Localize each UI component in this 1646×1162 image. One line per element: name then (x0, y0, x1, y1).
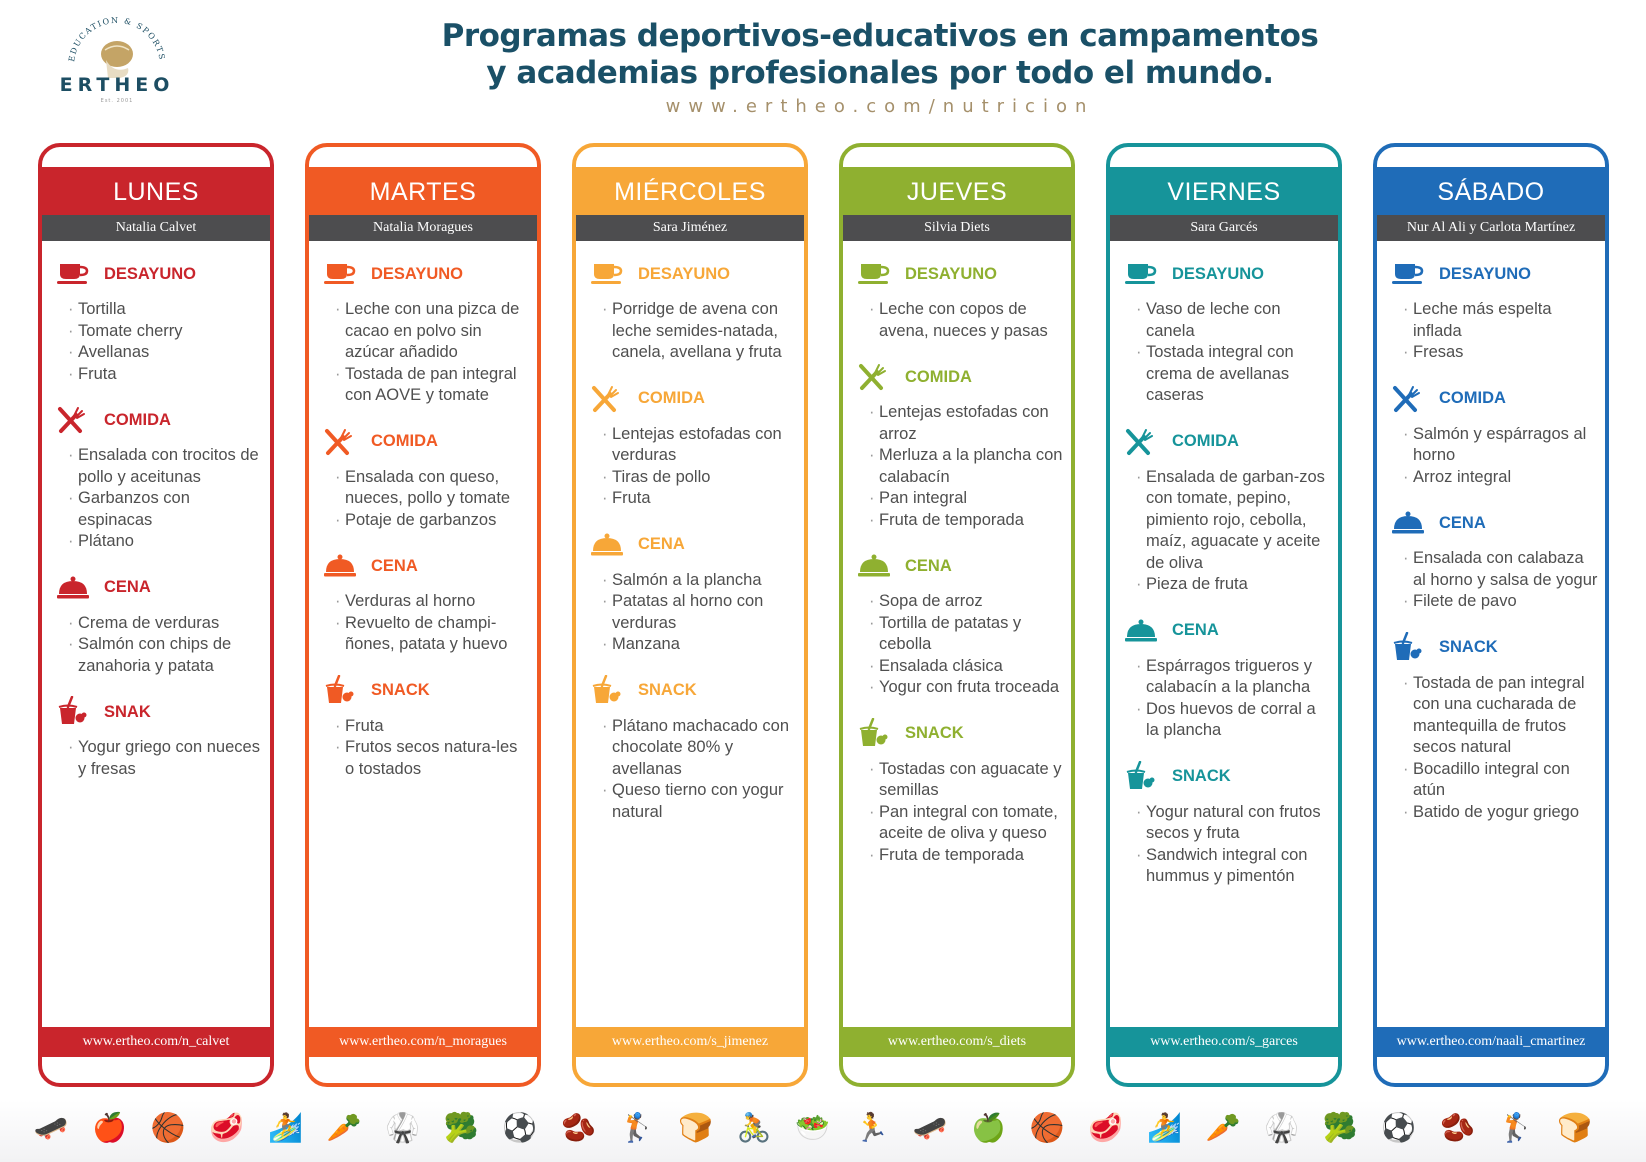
cloche-icon (323, 551, 361, 581)
meal-header (323, 676, 531, 706)
fork-knife-icon (323, 427, 361, 457)
meal-items (1124, 467, 1332, 596)
meal-items (857, 759, 1065, 867)
day-card-jueves (839, 143, 1075, 1087)
meal-section-desayuno (590, 259, 798, 364)
windsurf-icon: 🏄 (1146, 1111, 1182, 1144)
meal-section-snack (1124, 762, 1332, 888)
meal-items (590, 716, 798, 824)
logo-arc-text: EDUCATION & SPORTS (67, 15, 167, 63)
meal-title: COMIDA (104, 410, 171, 429)
meal-title: SNACK (638, 681, 697, 699)
meal-item: · Potaje de garbanzos (335, 510, 531, 532)
meal-item: · Salmón con chips de zanahoria y patata (68, 634, 264, 677)
meal-section-cena (323, 551, 531, 656)
meal-header (1124, 427, 1332, 457)
fork-knife-icon (56, 405, 94, 435)
meal-items (323, 467, 531, 532)
meal-header (857, 259, 1065, 289)
meal-title: CENA (371, 556, 418, 575)
meal-item: · Merluza a la plancha con calabacín (869, 445, 1065, 488)
apple-icon: 🍏 (971, 1111, 1007, 1144)
meal-title: COMIDA (638, 389, 705, 407)
meal-item: · Pan integral (869, 488, 1065, 510)
meal-item: · Lentejas estofadas con verduras (602, 424, 798, 467)
yogurt-icon (857, 719, 895, 749)
meal-items (323, 299, 531, 407)
meal-header (857, 362, 1065, 392)
meal-item: · Salmón a la plancha (602, 570, 798, 592)
meal-item: · Espárragos trigueros y calabacín a la plancha (1136, 656, 1332, 699)
meal-title: DESAYUNO (905, 264, 997, 283)
fork-knife-icon (1124, 427, 1162, 457)
meal-item: · Crema de verduras (68, 613, 264, 635)
meal-item: · Fruta (602, 488, 798, 510)
nutritionist-url-link[interactable]: www.ertheo.com/s_jimenez (576, 1027, 804, 1057)
meal-items (56, 737, 264, 780)
meal-item: · Pieza de fruta (1136, 574, 1332, 596)
meal-item: · Garbanzos con espinacas (68, 488, 264, 531)
meal-list (1377, 259, 1605, 1023)
meal-items (590, 299, 798, 364)
meal-section-comida (323, 427, 531, 532)
meal-title: CENA (104, 578, 151, 596)
meal-item: · Ensalada con queso, nueces, pollo y tomate (335, 467, 531, 510)
golfer-icon: 🏌 (1498, 1111, 1534, 1144)
broccoli-icon: 🥦 (443, 1111, 479, 1144)
yogurt-icon (56, 697, 94, 727)
basketball-hoop-icon: 🏀 (1029, 1111, 1065, 1144)
meal-item: · Verduras al horno (335, 591, 531, 613)
cyclist-icon: 🚴 (736, 1111, 772, 1144)
meal-item: · Manzana (602, 634, 798, 656)
meal-list (1110, 259, 1338, 1023)
meal-section-snack (1391, 633, 1599, 824)
meal-item: · Salmón y espárragos al horno (1403, 424, 1599, 467)
meal-title: DESAYUNO (1172, 264, 1264, 283)
meal-section-desayuno (1124, 259, 1332, 407)
meal-items (1391, 548, 1599, 613)
cloche-icon (1124, 616, 1162, 646)
meal-item: · Tostada de pan integral con AOVE y tomate (335, 364, 531, 407)
meal-list (309, 259, 537, 1023)
carrot-icon: 🥕 (1205, 1111, 1241, 1144)
meal-items (857, 591, 1065, 699)
meal-section-desayuno (1391, 259, 1599, 364)
meal-list (576, 259, 804, 1023)
meal-section-snack (590, 676, 798, 824)
windsurf-icon: 🏄 (267, 1111, 303, 1144)
meal-item: · Plátano (68, 531, 264, 553)
meal-item: · Avellanas (68, 342, 264, 364)
meal-items (1124, 299, 1332, 407)
yogurt-icon (323, 676, 361, 706)
meal-section-snak (56, 697, 264, 780)
meal-header (857, 719, 1065, 749)
meal-section-comida (857, 362, 1065, 531)
meal-header (1391, 508, 1599, 538)
meal-list (42, 259, 270, 1023)
cup-icon (857, 259, 895, 289)
meal-section-cena (1391, 508, 1599, 613)
day-title: JUEVES (843, 167, 1071, 217)
meal-item: · Lentejas estofadas con arroz (869, 402, 1065, 445)
meal-title: CENA (1172, 621, 1219, 639)
meal-item: · Batido de yogur griego (1403, 802, 1599, 824)
meal-header (1391, 384, 1599, 414)
meal-header (56, 405, 264, 435)
meal-header (1124, 616, 1332, 646)
meal-title: DESAYUNO (1439, 264, 1531, 283)
meal-item: · Vaso de leche con canela (1136, 299, 1332, 342)
nutritionist-name: Natalia Moragues (309, 215, 537, 241)
meal-title: DESAYUNO (104, 264, 196, 283)
meal-items (1391, 299, 1599, 364)
fork-knife-icon (1391, 384, 1429, 414)
meal-item: · Pan integral con tomate, aceite de oliva y queso (869, 802, 1065, 845)
meal-header (1124, 762, 1332, 792)
meal-section-desayuno (857, 259, 1065, 342)
meal-items (1391, 673, 1599, 824)
day-card-lunes (38, 143, 274, 1087)
meal-title: COMIDA (1172, 432, 1239, 450)
meal-items (857, 299, 1065, 342)
meal-items (323, 716, 531, 781)
meal-item: · Leche con copos de avena, nueces y pasas (869, 299, 1065, 342)
cloche-icon (1391, 508, 1429, 538)
meal-item: · Arroz integral (1403, 467, 1599, 489)
meal-header (323, 259, 531, 289)
nutritionist-url-link[interactable]: www.ertheo.com/n_calvet (42, 1027, 270, 1057)
meal-header (323, 551, 531, 581)
steak-icon: 🥩 (209, 1111, 245, 1144)
meal-item: · Fruta (335, 716, 531, 738)
meal-section-cena (56, 573, 264, 678)
meal-title: SNACK (1172, 767, 1231, 785)
logo-wordmark: ERTHEO (59, 74, 175, 96)
fork-knife-icon (590, 384, 628, 414)
meal-item: · Filete de pavo (1403, 591, 1599, 613)
meal-header (56, 697, 264, 727)
day-title: MIÉRCOLES (576, 167, 804, 217)
meal-item: · Leche con una pizca de cacao en polvo sin azúcar añadido (335, 299, 531, 364)
salad-bowl-icon: 🥗 (795, 1111, 831, 1144)
bread-icon: 🍞 (1557, 1111, 1593, 1144)
fork-knife-icon (857, 362, 895, 392)
meal-item: · Yogur con fruta troceada (869, 677, 1065, 699)
meal-item: · Tomate cherry (68, 321, 264, 343)
golfer-icon: 🏌 (619, 1111, 655, 1144)
ertheo-logo (52, 14, 182, 124)
meal-header (1391, 633, 1599, 663)
meal-title: SNACK (371, 681, 430, 699)
meal-item: · Bocadillo integral con atún (1403, 759, 1599, 802)
meal-item: · Ensalada de garban-zos con tomate, pepino, pimiento rojo, cebolla, maíz, aguacate y aceite de oliva (1136, 467, 1332, 575)
meal-item: · Ensalada con trocitos de pollo y aceitunas (68, 445, 264, 488)
meal-header (323, 427, 531, 457)
logo-established: Est. 2001 (100, 98, 134, 104)
meal-items (857, 402, 1065, 531)
nutritionist-name: Natalia Calvet (42, 215, 270, 241)
hurdler-icon: 🏃 (853, 1111, 889, 1144)
nutritionist-name: Nur Al Ali y Carlota Martínez (1377, 215, 1605, 241)
meal-section-cena (857, 551, 1065, 699)
meal-item: · Fruta de temporada (869, 845, 1065, 867)
cup-icon (590, 259, 628, 289)
apple-icon: 🍎 (92, 1111, 128, 1144)
meal-items (56, 445, 264, 553)
nutritionist-url-link[interactable]: www.ertheo.com/naali_cmartinez (1377, 1027, 1605, 1057)
logo-emblem-icon (62, 14, 172, 78)
meal-items (590, 424, 798, 510)
meal-header (56, 573, 264, 603)
day-title: LUNES (42, 167, 270, 217)
meal-items (56, 613, 264, 678)
meal-item: · Sopa de arroz (869, 591, 1065, 613)
meal-item: · Revuelto de champi-ñones, patata y huevo (335, 613, 531, 656)
meal-header (1124, 259, 1332, 289)
meal-item: · Tostada integral con crema de avellanas caseras (1136, 342, 1332, 407)
cup-icon (1391, 259, 1429, 289)
meal-title: COMIDA (371, 432, 438, 450)
meal-title: DESAYUNO (638, 264, 730, 283)
meal-item: · Fruta (68, 364, 264, 386)
meal-section-comida (590, 384, 798, 510)
nutritionist-url-link[interactable]: www.ertheo.com/n_moragues (309, 1027, 537, 1057)
meal-section-cena (1124, 616, 1332, 742)
title-line-1: Programas deportivos-educativos en campamentos (441, 18, 1319, 54)
day-card-sabado (1373, 143, 1609, 1087)
day-card-miercoles (572, 143, 808, 1087)
skateboarder-icon: 🛹 (912, 1111, 948, 1144)
sports-food-icon-strip (0, 1100, 1646, 1162)
day-title: MARTES (309, 167, 537, 217)
cup-icon (1124, 259, 1162, 289)
day-title: SÁBADO (1377, 167, 1605, 217)
meal-title: CENA (905, 556, 952, 575)
meal-item: · Porridge de avena con leche semides-natada, canela, avellana y fruta (602, 299, 798, 364)
nutritionist-url-link[interactable]: www.ertheo.com/s_diets (843, 1027, 1071, 1057)
day-card-viernes (1106, 143, 1342, 1087)
meal-item: · Leche más espelta inflada (1403, 299, 1599, 342)
soccer-player-icon: ⚽ (1381, 1111, 1417, 1144)
meal-section-desayuno (56, 259, 264, 385)
meal-header (590, 384, 798, 414)
meal-header (56, 259, 264, 289)
cloche-icon (857, 551, 895, 581)
meal-item: · Tortilla de patatas y cebolla (869, 613, 1065, 656)
soccer-player-icon: ⚽ (502, 1111, 538, 1144)
meal-title: SNACK (905, 724, 964, 742)
meal-item: · Fresas (1403, 342, 1599, 364)
yogurt-icon (590, 676, 628, 706)
meal-section-comida (1124, 427, 1332, 596)
page-header (380, 18, 1380, 117)
meal-item: · Patatas al horno con verduras (602, 591, 798, 634)
header-url-link[interactable]: www.ertheo.com/nutricion (665, 96, 1095, 117)
meal-header (1391, 259, 1599, 289)
cloche-icon (56, 573, 94, 603)
meal-item: · Tiras de pollo (602, 467, 798, 489)
meal-item: · Yogur griego con nueces y fresas (68, 737, 264, 780)
meal-item: · Queso tierno con yogur natural (602, 780, 798, 823)
meal-section-snack (857, 719, 1065, 867)
meal-title: DESAYUNO (371, 264, 463, 283)
meal-item: · Tostada de pan integral con una cucharada de mantequilla de frutos secos natural (1403, 673, 1599, 759)
cup-icon (323, 259, 361, 289)
meal-title: SNAK (104, 702, 151, 721)
meal-section-cena (590, 530, 798, 656)
meal-item: · Plátano machacado con chocolate 80% y avellanas (602, 716, 798, 781)
meal-item: · Sandwich integral con hummus y pimentón (1136, 845, 1332, 888)
meal-item: · Ensalada clásica (869, 656, 1065, 678)
meal-item: · Tortilla (68, 299, 264, 321)
meal-section-snack (323, 676, 531, 781)
nutritionist-url-link[interactable]: www.ertheo.com/s_garces (1110, 1027, 1338, 1057)
meal-items (590, 570, 798, 656)
meal-section-comida (56, 405, 264, 553)
meal-title: COMIDA (905, 367, 972, 386)
beans-icon: 🫘 (1439, 1111, 1475, 1144)
meal-title: CENA (638, 535, 685, 553)
meal-header (590, 259, 798, 289)
bread-icon: 🍞 (678, 1111, 714, 1144)
meal-items (56, 299, 264, 385)
skateboarder-icon: 🛹 (33, 1111, 69, 1144)
meal-item: · Frutos secos natura-les o tostados (335, 737, 531, 780)
nutritionist-name: Sara Garcés (1110, 215, 1338, 241)
yogurt-icon (1124, 762, 1162, 792)
page-title (380, 18, 1380, 92)
meal-header (590, 676, 798, 706)
meal-title: CENA (1439, 513, 1486, 532)
meal-item: · Tostadas con aguacate y semillas (869, 759, 1065, 802)
nutritionist-name: Sara Jiménez (576, 215, 804, 241)
meal-item: · Yogur natural con frutos secos y fruta (1136, 802, 1332, 845)
beans-icon: 🫘 (560, 1111, 596, 1144)
meal-section-comida (1391, 384, 1599, 489)
meal-section-desayuno (323, 259, 531, 407)
basketball-hoop-icon: 🏀 (150, 1111, 186, 1144)
meal-header (590, 530, 798, 560)
day-card-martes (305, 143, 541, 1087)
meal-items (323, 591, 531, 656)
martial-arts-icon: 🥋 (385, 1111, 421, 1144)
day-title: VIERNES (1110, 167, 1338, 217)
martial-arts-icon: 🥋 (1264, 1111, 1300, 1144)
meal-items (1391, 424, 1599, 489)
meal-items (1124, 802, 1332, 888)
meal-title: COMIDA (1439, 389, 1506, 407)
cup-icon (56, 259, 94, 289)
nutritionist-name: Silvia Diets (843, 215, 1071, 241)
meal-item: · Fruta de temporada (869, 510, 1065, 532)
broccoli-icon: 🥦 (1322, 1111, 1358, 1144)
steak-icon: 🥩 (1088, 1111, 1124, 1144)
meal-item: · Ensalada con calabaza al horno y salsa de yogur (1403, 548, 1599, 591)
title-line-2: y academias profesionales por todo el mundo. (486, 55, 1274, 91)
cloche-icon (590, 530, 628, 560)
meal-header (857, 551, 1065, 581)
meal-list (843, 259, 1071, 1023)
meal-item: · Dos huevos de corral a la plancha (1136, 699, 1332, 742)
meal-items (1124, 656, 1332, 742)
meal-title: SNACK (1439, 638, 1498, 656)
carrot-icon: 🥕 (326, 1111, 362, 1144)
yogurt-icon (1391, 633, 1429, 663)
